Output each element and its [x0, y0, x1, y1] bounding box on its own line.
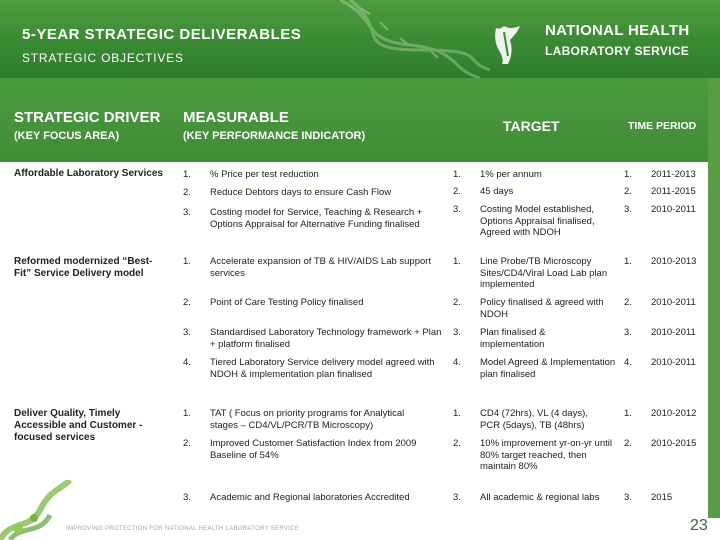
target-number: 1. — [453, 256, 461, 267]
dna-helix-graphic — [330, 0, 490, 78]
period-text: 2010-2013 — [651, 256, 697, 267]
driver-affordable: Affordable Laboratory Services — [14, 168, 163, 179]
period-number: 4. — [624, 357, 632, 368]
measure-text: Point of Care Testing Policy finalised — [210, 297, 364, 308]
row-number: 1. — [183, 256, 191, 267]
measure-text: TAT ( Focus on priority programs for Analytical stages – CD4/VL/PCR/TB Microscopy) — [210, 408, 405, 431]
row-number: 2. — [183, 187, 191, 198]
target-text: CD4 (72hrs), VL (4 days), PCR (5days), TB (48hrs) — [480, 408, 588, 431]
page-title: 5-YEAR STRATEGIC DELIVERABLES — [22, 26, 302, 43]
period-text: 2015 — [651, 492, 673, 503]
column-header-band — [0, 78, 720, 162]
row-number: 2. — [183, 297, 191, 308]
period-text: 2011-2015 — [651, 186, 696, 197]
row-number: 1. — [183, 408, 191, 419]
period-text: 2010-2011 — [651, 327, 696, 338]
target-number: 3. — [453, 492, 461, 503]
period-number: 1. — [624, 256, 632, 267]
time-period-column-header: TIME PERIOD — [628, 120, 697, 132]
page-number: 23 — [690, 517, 708, 534]
driver-quality-services: Deliver Quality, Timely Accessible and Customer - focused services — [14, 408, 143, 443]
period-text: 2010-2015 — [651, 438, 697, 449]
measure-text: Reduce Debtors days to ensure Cash Flow — [210, 187, 392, 198]
target-number: 2. — [453, 438, 461, 449]
target-number: 2. — [453, 297, 461, 308]
target-text: 45 days — [480, 186, 514, 197]
driver-column-header: STRATEGIC DRIVER — [14, 109, 161, 126]
target-text: All academic & regional labs — [480, 492, 600, 503]
row-number: 3. — [183, 327, 191, 338]
target-number: 4. — [453, 357, 461, 368]
period-text: 2010-2011 — [651, 297, 696, 308]
period-number: 2. — [624, 186, 632, 197]
period-number: 2. — [624, 438, 632, 449]
row-number: 3. — [183, 492, 191, 503]
target-number: 1. — [453, 408, 461, 419]
measurable-column-subheader: (KEY PERFORMANCE INDICATOR) — [183, 130, 366, 142]
row-number: 3. — [183, 207, 191, 218]
target-number: 1. — [453, 169, 461, 180]
target-number: 3. — [453, 327, 461, 338]
logo-text-line2: LABORATORY SERVICE — [545, 44, 690, 58]
page-subtitle: STRATEGIC OBJECTIVES — [22, 51, 184, 65]
header-band — [0, 0, 720, 78]
target-text: Line Probe/TB Microscopy Sites/CD4/Viral Load Lab plan implemented — [480, 256, 608, 290]
measure-text: Standardised Laboratory Technology framework + Plan + platform finalised — [210, 327, 442, 350]
nhls-logo-icon — [490, 22, 524, 66]
measure-text: Costing model for Service, Teaching & Research + Options Appraisal for Alternative Funding finalised — [210, 207, 423, 230]
period-number: 1. — [624, 408, 632, 419]
period-text: 2010-2012 — [651, 408, 697, 419]
logo-text-line1: NATIONAL HEALTH — [545, 22, 690, 39]
period-text: 2010-2011 — [651, 357, 696, 368]
right-decor-strip — [708, 78, 720, 518]
target-text: 10% improvement yr-on-yr until 80% target reached, then maintain 80% — [480, 438, 612, 472]
period-text: 2010-2011 — [651, 204, 696, 215]
measure-text: Accelerate expansion of TB & HIV/AIDS Lab support services — [210, 256, 432, 279]
target-number: 3. — [453, 204, 461, 215]
measure-text: Academic and Regional laboratories Accredited — [210, 492, 410, 503]
target-number: 2. — [453, 186, 461, 197]
driver-service-delivery: Reformed modernized “Best-Fit” Service Delivery model — [14, 256, 153, 279]
target-text: Policy finalised & agreed with NDOH — [480, 297, 604, 320]
target-text: Plan finalised & implementation — [480, 327, 546, 350]
measurable-column-header: MEASURABLE — [183, 109, 289, 126]
target-text: Model Agreed & Implementation plan finalised — [480, 357, 616, 380]
measure-text: % Price per test reduction — [210, 169, 319, 180]
row-number: 1. — [183, 169, 191, 180]
footer-tagline: IMPROVING PROTECTION FOR NATIONAL HEALTH LABORATORY SERVICE — [66, 526, 300, 532]
row-number: 2. — [183, 438, 191, 449]
period-number: 3. — [624, 204, 632, 215]
target-text: Costing Model established, Options Appraisal finalised, Agreed with NDOH — [480, 204, 595, 238]
target-text: 1% per annum — [480, 169, 542, 180]
measure-text: Tiered Laboratory Service delivery model agreed with NDOH & implementation plan finalised — [210, 357, 435, 380]
measure-text: Improved Customer Satisfaction Index from 2009 Baseline of 54% — [210, 438, 417, 461]
row-number: 4. — [183, 357, 191, 368]
driver-column-subheader: (KEY FOCUS AREA) — [14, 130, 120, 142]
period-number: 2. — [624, 297, 632, 308]
period-number: 3. — [624, 327, 632, 338]
target-column-header: TARGET — [503, 118, 560, 134]
period-number: 1. — [624, 169, 632, 180]
period-text: 2011-2013 — [651, 169, 696, 180]
period-number: 3. — [624, 492, 632, 503]
